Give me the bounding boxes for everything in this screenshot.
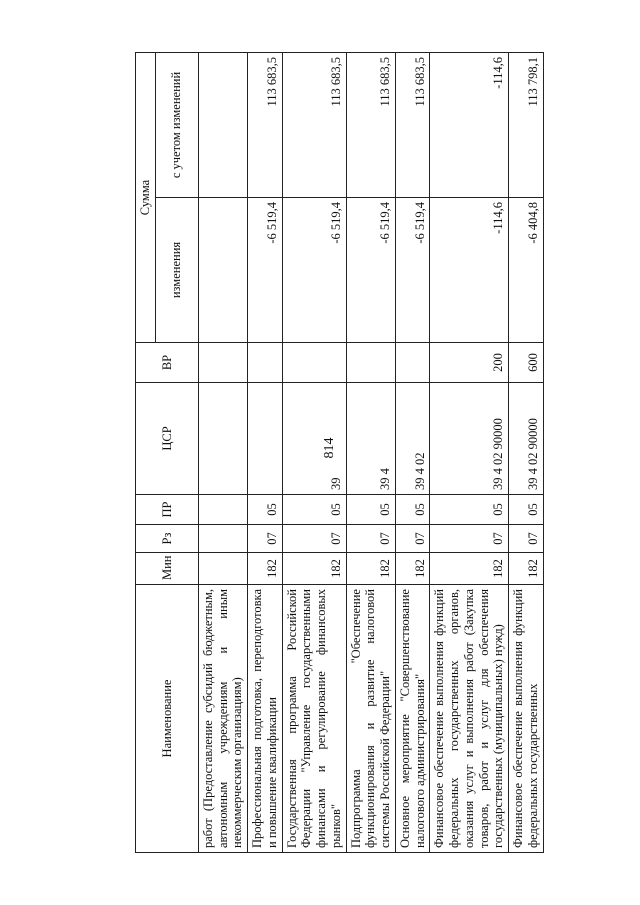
- header-row-1: [136, 53, 156, 853]
- row-pr: 05: [248, 495, 283, 525]
- row-csr: 39 4 02 90000: [509, 383, 544, 495]
- row-name: Государственная программа Российской Федерации "Управление государственными финансами и регулирование финансовых рынков": [282, 585, 346, 853]
- row-min: 182: [430, 553, 509, 585]
- row-name: Основное мероприятие "Совершенствование налогового администрирования": [395, 585, 430, 853]
- row-name: Подпрограмма "Обеспечение функционирования и развитие налоговой системы Российской Федерации": [346, 585, 395, 853]
- row-with-change: 113 683,5: [346, 53, 395, 198]
- row-with-change: 113 683,5: [395, 53, 430, 198]
- table-row: [198, 53, 247, 853]
- budget-table-sheet: [135, 53, 635, 853]
- row-name: работ (Предоставление субсидий бюджетным, автономным учреждениям и иным некоммерческим организациям): [198, 585, 247, 853]
- row-change: -6 404,8: [509, 198, 544, 343]
- row-rz: [198, 525, 247, 553]
- table-row: [395, 53, 430, 853]
- row-min: 182: [509, 553, 544, 585]
- row-vr: [198, 343, 247, 383]
- table-row: [346, 53, 395, 853]
- row-vr: [248, 343, 283, 383]
- row-vr: [282, 343, 346, 383]
- row-with-change: 113 683,5: [282, 53, 346, 198]
- row-csr: 39: [282, 383, 346, 495]
- row-rz: 07: [509, 525, 544, 553]
- header-with-change: с учетом изменений: [155, 53, 198, 198]
- row-change: -114,6: [430, 198, 509, 343]
- row-csr: 39 4: [346, 383, 395, 495]
- table-row: [509, 53, 544, 853]
- row-change: -6 519,4: [395, 198, 430, 343]
- row-rz: 07: [430, 525, 509, 553]
- header-vr: ВР: [136, 343, 199, 383]
- budget-table: [135, 52, 544, 853]
- row-csr: [198, 383, 247, 495]
- row-change: [198, 198, 247, 343]
- header-csr: ЦСР: [136, 383, 199, 495]
- row-csr: 39 4 02 90000: [430, 383, 509, 495]
- header-rz: Рз: [136, 525, 199, 553]
- row-name: Финансовое обеспечение выполнения функций федеральных государственных: [509, 585, 544, 853]
- row-with-change: [198, 53, 247, 198]
- row-vr: 200: [430, 343, 509, 383]
- row-name: Финансовое обеспечение выполнения функций федеральных государственных органов, оказания услуг и выполнения работ (Закупка товаров, работ и услуг для обеспечения государственных (муниципальных) нужд): [430, 585, 509, 853]
- row-vr: [346, 343, 395, 383]
- header-sum: Сумма: [136, 53, 156, 343]
- row-with-change: 113 798,1: [509, 53, 544, 198]
- header-change: изменения: [155, 198, 198, 343]
- row-pr: 05: [282, 495, 346, 525]
- page-number: 814: [322, 437, 337, 459]
- row-vr: [395, 343, 430, 383]
- row-pr: [198, 495, 247, 525]
- table-row: [430, 53, 509, 853]
- row-change: -6 519,4: [248, 198, 283, 343]
- row-min: [198, 553, 247, 585]
- row-name: Профессиональная подготовка, переподготовка и повышение квалификации: [248, 585, 283, 853]
- header-pr: ПР: [136, 495, 199, 525]
- row-with-change: -114,6: [430, 53, 509, 198]
- row-min: 182: [282, 553, 346, 585]
- row-min: 182: [248, 553, 283, 585]
- row-pr: 05: [430, 495, 509, 525]
- header-min: Мин: [136, 553, 199, 585]
- header-name: Наименование: [136, 585, 199, 853]
- row-min: 182: [346, 553, 395, 585]
- row-rz: 07: [248, 525, 283, 553]
- table-row: [248, 53, 283, 853]
- row-pr: 05: [346, 495, 395, 525]
- row-with-change: 113 683,5: [248, 53, 283, 198]
- row-rz: 07: [282, 525, 346, 553]
- row-vr: 600: [509, 343, 544, 383]
- row-pr: 05: [395, 495, 430, 525]
- row-change: -6 519,4: [346, 198, 395, 343]
- row-csr: [248, 383, 283, 495]
- row-csr: 39 4 02: [395, 383, 430, 495]
- row-min: 182: [395, 553, 430, 585]
- row-rz: 07: [395, 525, 430, 553]
- table-row: [282, 53, 346, 853]
- row-pr: 05: [509, 495, 544, 525]
- row-change: -6 519,4: [282, 198, 346, 343]
- row-rz: 07: [346, 525, 395, 553]
